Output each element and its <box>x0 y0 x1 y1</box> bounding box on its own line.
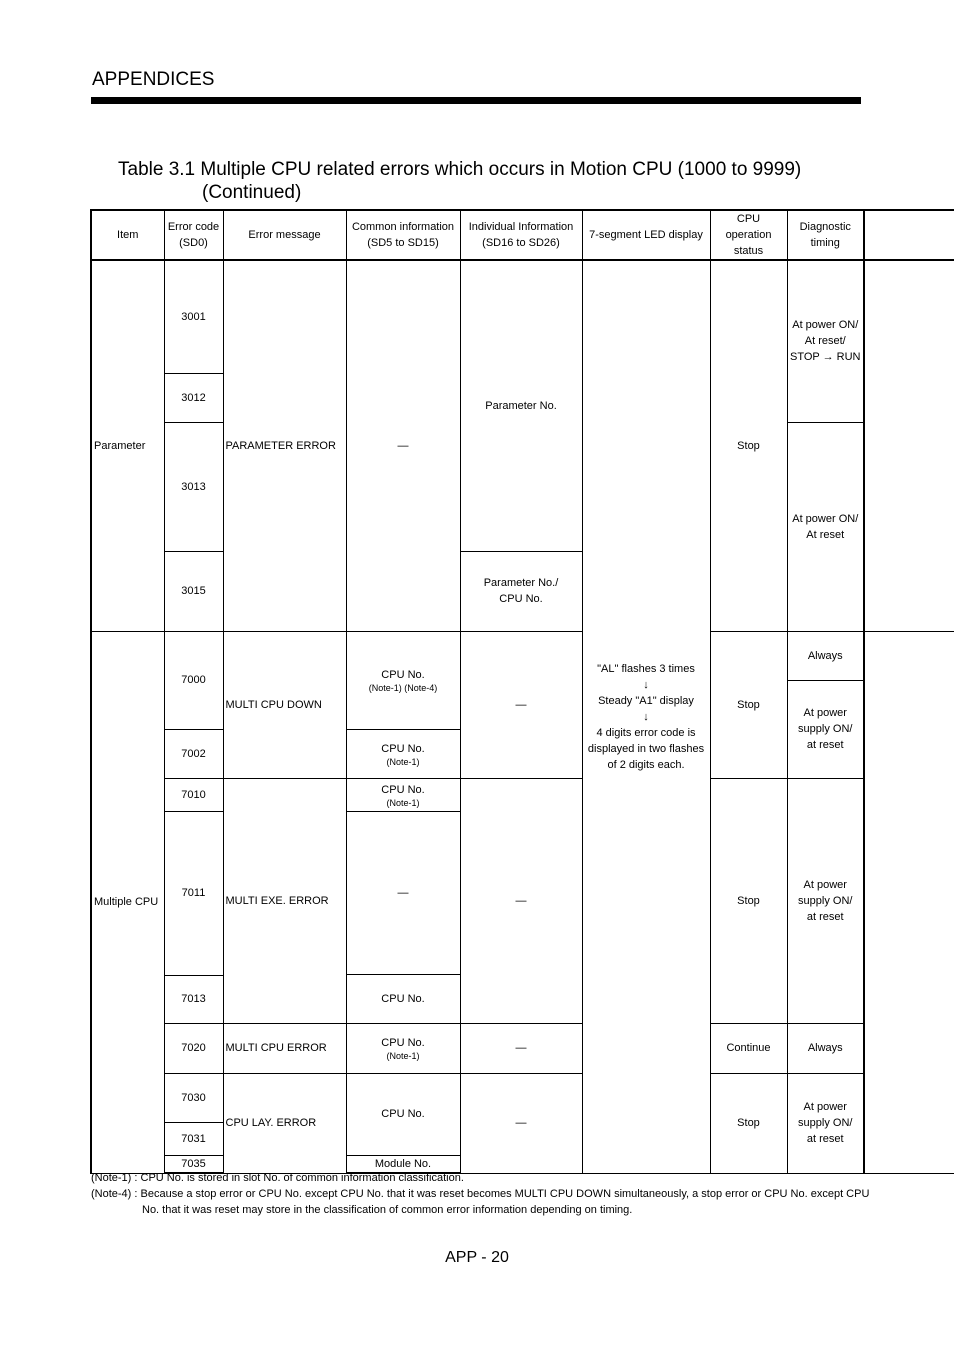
error-code-7013: 7013 <box>164 975 223 1023</box>
header-row <box>91 210 954 260</box>
table-row <box>91 778 954 811</box>
individual-info-multi-cpu-error: — <box>460 1023 582 1073</box>
error-code-7035: 7035 <box>164 1155 223 1173</box>
error-code-3012: 3012 <box>164 373 223 422</box>
col-error-code: Error code (SD0) <box>164 210 223 260</box>
note-1: (Note-1) : CPU No. is stored in slot No. of common information classification. <box>91 1172 464 1184</box>
error-code-3013: 3013 <box>164 422 223 551</box>
individual-info-cpu-lay: — <box>460 1073 582 1173</box>
error-code-7030: 7030 <box>164 1073 223 1122</box>
message-cpu-lay-error: CPU LAY. ERROR <box>223 1073 346 1173</box>
table-row <box>91 1073 954 1122</box>
timing-multi-exe: At power supply ON/ at reset <box>787 778 864 1023</box>
error-code-7020: 7020 <box>164 1023 223 1073</box>
error-code-7000: 7000 <box>164 631 223 729</box>
message-parameter-error: PARAMETER ERROR <box>223 260 346 631</box>
common-info-parameter: — <box>346 260 460 631</box>
table-title <box>118 158 801 204</box>
section-header: APPENDICES <box>92 69 215 90</box>
individual-info-parameter-cpu: Parameter No./ CPU No. <box>460 551 582 631</box>
table-title-line1: Table 3.1 Multiple CPU related errors which occurs in Motion CPU (1000 to 9999) <box>118 159 802 180</box>
col-cpu-status: CPU operation status <box>710 210 787 260</box>
error-code-7002: 7002 <box>164 729 223 778</box>
message-multi-cpu-down: MULTI CPU DOWN <box>223 631 346 778</box>
col-item: Item <box>91 210 164 260</box>
col-diagnostic-timing: Diagnostic timing <box>787 210 864 260</box>
status-multi-exe: Stop <box>710 778 787 1023</box>
table-row <box>91 631 954 680</box>
error-table <box>90 209 954 1174</box>
timing-cpu-lay: At power supply ON/ at reset <box>787 1073 864 1173</box>
col-individual-info: Individual Information (SD16 to SD26) <box>460 210 582 260</box>
common-info-7011: — <box>346 811 460 974</box>
col-common-info: Common information (SD5 to SD15) <box>346 210 460 260</box>
error-code-7010: 7010 <box>164 778 223 811</box>
col-led-display: 7-segment LED display <box>582 210 710 260</box>
status-multi-cpu-down: Stop <box>710 631 787 778</box>
timing-multi-cpu-error: Always <box>787 1023 864 1073</box>
common-info-7010: CPU No. (Note-1) <box>346 778 460 811</box>
error-code-3001: 3001 <box>164 260 223 373</box>
status-multi-cpu-error: Continue <box>710 1023 787 1073</box>
blank-cell <box>864 631 954 1173</box>
table-row <box>91 260 954 373</box>
timing-multi-cpu-down-b: At power supply ON/ at reset <box>787 680 864 778</box>
common-info-7013: CPU No. <box>346 974 460 1023</box>
note-4-continued: No. that it was reset may store in the classification of common error information depending on timing. <box>142 1204 633 1216</box>
blank-cell <box>864 260 954 631</box>
individual-info-parameter: Parameter No. <box>460 260 582 551</box>
table-title-line2: (Continued) <box>202 182 302 203</box>
common-info-7035: Module No. <box>346 1155 460 1173</box>
timing-parameter-a: At power ON/ At reset/ STOP → RUN <box>787 260 864 422</box>
message-multi-exe-error: MULTI EXE. ERROR <box>223 778 346 1023</box>
individual-info-multi-exe: — <box>460 778 582 1023</box>
page-number: APP - 20 <box>445 1249 509 1266</box>
timing-parameter-b: At power ON/ At reset <box>787 422 864 631</box>
status-cpu-lay: Stop <box>710 1073 787 1173</box>
table-row <box>91 1023 954 1073</box>
message-multi-cpu-error: MULTI CPU ERROR <box>223 1023 346 1073</box>
common-info-7030: CPU No. <box>346 1073 460 1155</box>
common-info-7002: CPU No. (Note-1) <box>346 729 460 778</box>
item-multiple-cpu: Multiple CPU <box>91 631 164 1173</box>
status-parameter: Stop <box>710 260 787 631</box>
common-info-7020: CPU No. (Note-1) <box>346 1023 460 1073</box>
footnotes <box>91 1170 871 1218</box>
item-parameter: Parameter <box>91 260 164 631</box>
header-rule <box>91 97 861 104</box>
timing-multi-cpu-down-a: Always <box>787 631 864 680</box>
error-code-3015: 3015 <box>164 551 223 631</box>
col-error-message: Error message <box>223 210 346 260</box>
note-4: (Note-4) : Because a stop error or CPU No. except CPU No. that it was reset becomes MULTI CPU DOWN simultaneously, a stop error or CPU No. except CPU <box>91 1188 870 1200</box>
error-code-7011: 7011 <box>164 811 223 975</box>
error-code-7031: 7031 <box>164 1122 223 1155</box>
individual-info-multi-cpu-down: — <box>460 631 582 778</box>
blank-column <box>864 210 954 260</box>
led-display-text: "AL" flashes 3 times ↓ Steady "A1" display ↓ 4 digits error code is displayed in two flashes of 2 digits each. <box>582 260 710 1173</box>
common-info-7000: CPU No. (Note-1) (Note-4) <box>346 631 460 729</box>
